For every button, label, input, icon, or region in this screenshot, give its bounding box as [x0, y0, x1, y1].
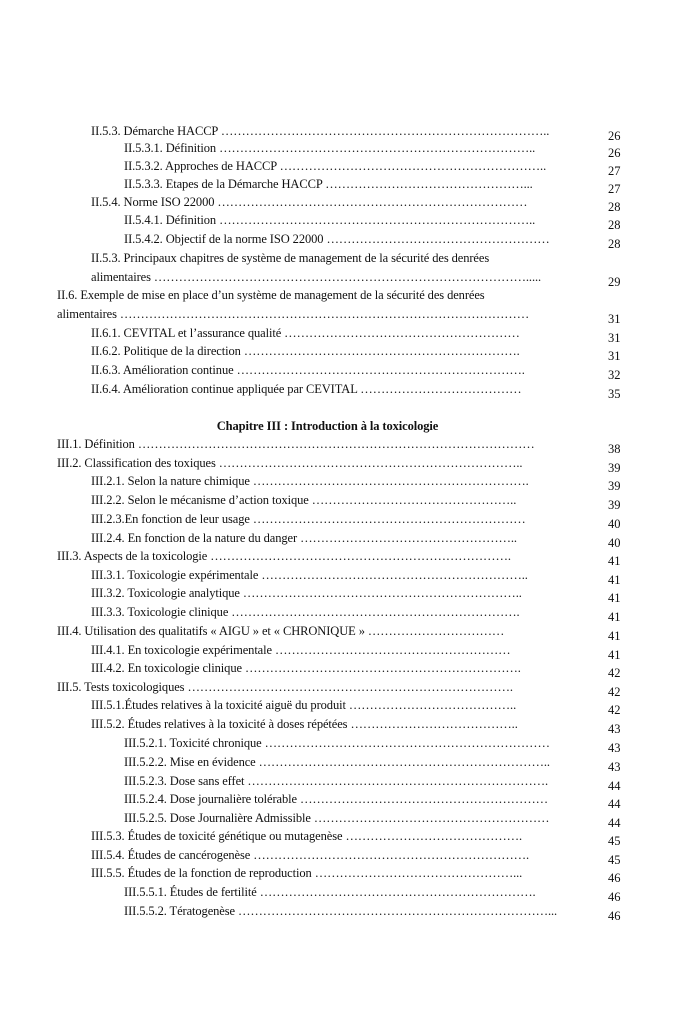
toc-page-number: 41: [608, 573, 621, 587]
toc-entry-label: alimentaires ……………………………………………………………………………….....: [91, 270, 542, 284]
toc-entry: [0, 605, 700, 623]
toc-page-number: 39: [608, 461, 621, 475]
toc-entry: [0, 829, 700, 847]
toc-entry: [0, 774, 700, 792]
toc-entry-label: III.4.1. En toxicologie expérimentale …………………………………………………: [91, 643, 511, 657]
toc-page-number: 41: [608, 610, 621, 624]
toc-entry-label: III.5.2.2. Mise en évidence ……………………………………………………………..: [124, 755, 550, 769]
chapter-heading: [0, 419, 700, 437]
toc-entry: [0, 586, 700, 604]
toc-page-number: 32: [608, 368, 621, 382]
toc-entry: [0, 904, 700, 922]
toc-entry: [0, 792, 700, 810]
toc-page-number: 45: [608, 834, 621, 848]
toc-entry: [0, 141, 700, 159]
chapter-title: Chapitre III : Introduction à la toxicologie: [216, 419, 439, 433]
toc-entry-label: III.3. Aspects de la toxicologie ……………………………………………………………….: [57, 549, 511, 563]
toc-entry: [0, 159, 700, 177]
toc-page-number: 46: [608, 890, 621, 904]
toc-page-number: 31: [608, 312, 621, 326]
toc-entry-label: III.2.4. En fonction de la nature du danger ……………………………………………..: [91, 531, 517, 545]
toc-page-number: 39: [608, 479, 621, 493]
toc-page-number: 42: [608, 685, 621, 699]
toc-entry: [0, 474, 700, 492]
toc-entry: [0, 661, 700, 679]
toc-page-number: 41: [608, 629, 621, 643]
toc-page-number: 43: [608, 760, 621, 774]
toc-page-number: 41: [608, 591, 621, 605]
toc-entry: [0, 736, 700, 754]
toc-page-number: 39: [608, 498, 621, 512]
toc-page-number: 27: [608, 164, 621, 178]
toc-page-number: 44: [608, 779, 621, 793]
toc-entry: [0, 698, 700, 716]
toc-page-number: 29: [608, 275, 621, 289]
toc-entry: [0, 549, 700, 567]
toc-entry: [0, 344, 700, 362]
toc-entry-label: II.5.4.1. Définition …………………………………………………………………..: [124, 213, 536, 227]
toc-entry: [0, 195, 700, 213]
toc-page-number: 35: [608, 387, 621, 401]
toc-entry-label: III.3.3. Toxicologie clinique …………………………………………………………….: [91, 605, 520, 619]
toc-entry: [0, 811, 700, 829]
toc-entry-label: II.5.3. Démarche HACCP ……………………………………………………………………..: [91, 124, 550, 138]
toc-entry: [0, 848, 700, 866]
toc-entry-label: III.5.2.1. Toxicité chronique ……………………………………………………………: [124, 736, 550, 750]
toc-entry: [0, 124, 700, 142]
toc-entry: [0, 382, 700, 400]
toc-entry-label: III.5.5. Études de la fonction de reproduction …………………………………………...: [91, 866, 523, 880]
toc-entry: [0, 288, 700, 306]
toc-entry: [0, 866, 700, 884]
toc-entry: [0, 531, 700, 549]
toc-entry: [0, 326, 700, 344]
toc-page-number: 31: [608, 331, 621, 345]
toc-entry: [0, 270, 700, 288]
toc-entry: [0, 251, 700, 269]
toc-page-number: 26: [608, 129, 621, 143]
toc-entry: [0, 437, 700, 455]
toc-entry: [0, 885, 700, 903]
toc-page-number: 28: [608, 200, 621, 214]
toc-entry-label: II.5.4. Norme ISO 22000 …………………………………………………………………: [91, 195, 528, 209]
toc-entry-label: II.5.3.1. Définition …………………………………………………………………..: [124, 141, 536, 155]
toc-entry-label: II.6.4. Amélioration continue appliquée par CEVITAL …………………………………: [91, 382, 522, 396]
toc-entry-label: III.4.2. En toxicologie clinique ………………………………………………………….: [91, 661, 521, 675]
toc-entry-label: III.5.1.Études relatives à la toxicité aiguë du produit …………………………………..: [91, 698, 517, 712]
toc-page-number: 31: [608, 349, 621, 363]
toc-entry: [0, 755, 700, 773]
toc-page-number: 28: [608, 218, 621, 232]
toc-entry-label: III.5.5.2. Tératogenèse …………………………………………………………………...: [124, 904, 558, 918]
toc-page-number: 43: [608, 722, 621, 736]
toc-page-number: 40: [608, 517, 621, 531]
toc-entry-label: II.5.3.2. Approches de HACCP ………………………………………………………..: [124, 159, 547, 173]
toc-page-number: 41: [608, 648, 621, 662]
toc-page-number: 28: [608, 237, 621, 251]
toc-entry-label: III.2. Classification des toxiques ………………………………………………………………..: [57, 456, 523, 470]
toc-entry-label: III.3.1. Toxicologie expérimentale ………………………………………………………..: [91, 568, 528, 582]
toc-entry: [0, 643, 700, 661]
toc-page-number: 41: [608, 554, 621, 568]
toc-page-number: 46: [608, 871, 621, 885]
toc-entry-label: III.5.5.1. Études de fertilité ………………………………………………………….: [124, 885, 536, 899]
toc-entry-label: III.2.2. Selon le mécanisme d’action toxique …………………………………………..: [91, 493, 517, 507]
toc-entry: [0, 717, 700, 735]
toc-page-number: 46: [608, 909, 621, 923]
toc-page-number: 43: [608, 741, 621, 755]
toc-entry-label: III.2.3.En fonction de leur usage …………………………………………………………: [91, 512, 526, 526]
toc-entry-label: III.5.2.4. Dose journalière tolérable ……………………………………………………: [124, 792, 548, 806]
toc-entry: [0, 307, 700, 325]
toc-entry: [0, 363, 700, 381]
toc-entry-label: III.5.3. Études de toxicité génétique ou mutagenèse …………………………………….: [91, 829, 523, 843]
toc-entry: [0, 680, 700, 698]
toc-entry-label: III.5.2. Études relatives à la toxicité à doses répétées …………………………………..: [91, 717, 518, 731]
toc-entry-label: III.5.2.5. Dose Journalière Admissible …………………………………………………: [124, 811, 550, 825]
toc-page-number: 42: [608, 703, 621, 717]
toc-entry-label: II.6.3. Amélioration continue …………………………………………………………….: [91, 363, 525, 377]
toc-entry: [0, 568, 700, 586]
toc-page-number: 42: [608, 666, 621, 680]
toc-entry-label: III.5.2.3. Dose sans effet ……………………………………………………………….: [124, 774, 549, 788]
toc-entry-label: II.6.2. Politique de la direction ………………………………………………………….: [91, 344, 520, 358]
toc-entry: [0, 213, 700, 231]
toc-entry-label: II.5.3. Principaux chapitres de système de management de la sécurité des denrées: [91, 251, 490, 265]
toc-entry: [0, 624, 700, 642]
toc-page-number: 38: [608, 442, 621, 456]
toc-entry-label: II.6.1. CEVITAL et l’assurance qualité …………………………………………………: [91, 326, 520, 340]
toc-page-number: 44: [608, 816, 621, 830]
toc-page-number: 26: [608, 146, 621, 160]
toc-entry-label: alimentaires ………………………………………………………………………………………: [57, 307, 530, 321]
toc-entry: [0, 456, 700, 474]
toc-entry-label: II.5.3.3. Etapes de la Démarche HACCP …………………………………………...: [124, 177, 533, 191]
toc-entry-label: II.5.4.2. Objectif de la norme ISO 22000 ………………………………………………: [124, 232, 550, 246]
toc-page-number: 44: [608, 797, 621, 811]
toc-page-number: 27: [608, 182, 621, 196]
toc-entry-label: III.5. Tests toxicologiques …………………………………………………………………….: [57, 680, 513, 694]
toc-entry-label: III.3.2. Toxicologie analytique …………………………………………………………..: [91, 586, 522, 600]
toc-entry: [0, 177, 700, 195]
toc-entry-label: III.2.1. Selon la nature chimique ………………………………………………………….: [91, 474, 529, 488]
toc-entry: [0, 512, 700, 530]
toc-entry-label: III.1. Définition ……………………………………………………………………………………: [57, 437, 535, 451]
toc-entry-label: II.6. Exemple de mise en place d’un système de management de la sécurité des denrées: [57, 288, 485, 302]
toc-page-number: 45: [608, 853, 621, 867]
toc-entry: [0, 232, 700, 250]
toc-entry-label: III.4. Utilisation des qualitatifs « AIGU » et « CHRONIQUE » ……………………………: [57, 624, 505, 638]
toc-page-number: 40: [608, 536, 621, 550]
toc-entry-label: III.5.4. Études de cancérogenèse ………………………………………………………….: [91, 848, 530, 862]
toc-entry: [0, 493, 700, 511]
